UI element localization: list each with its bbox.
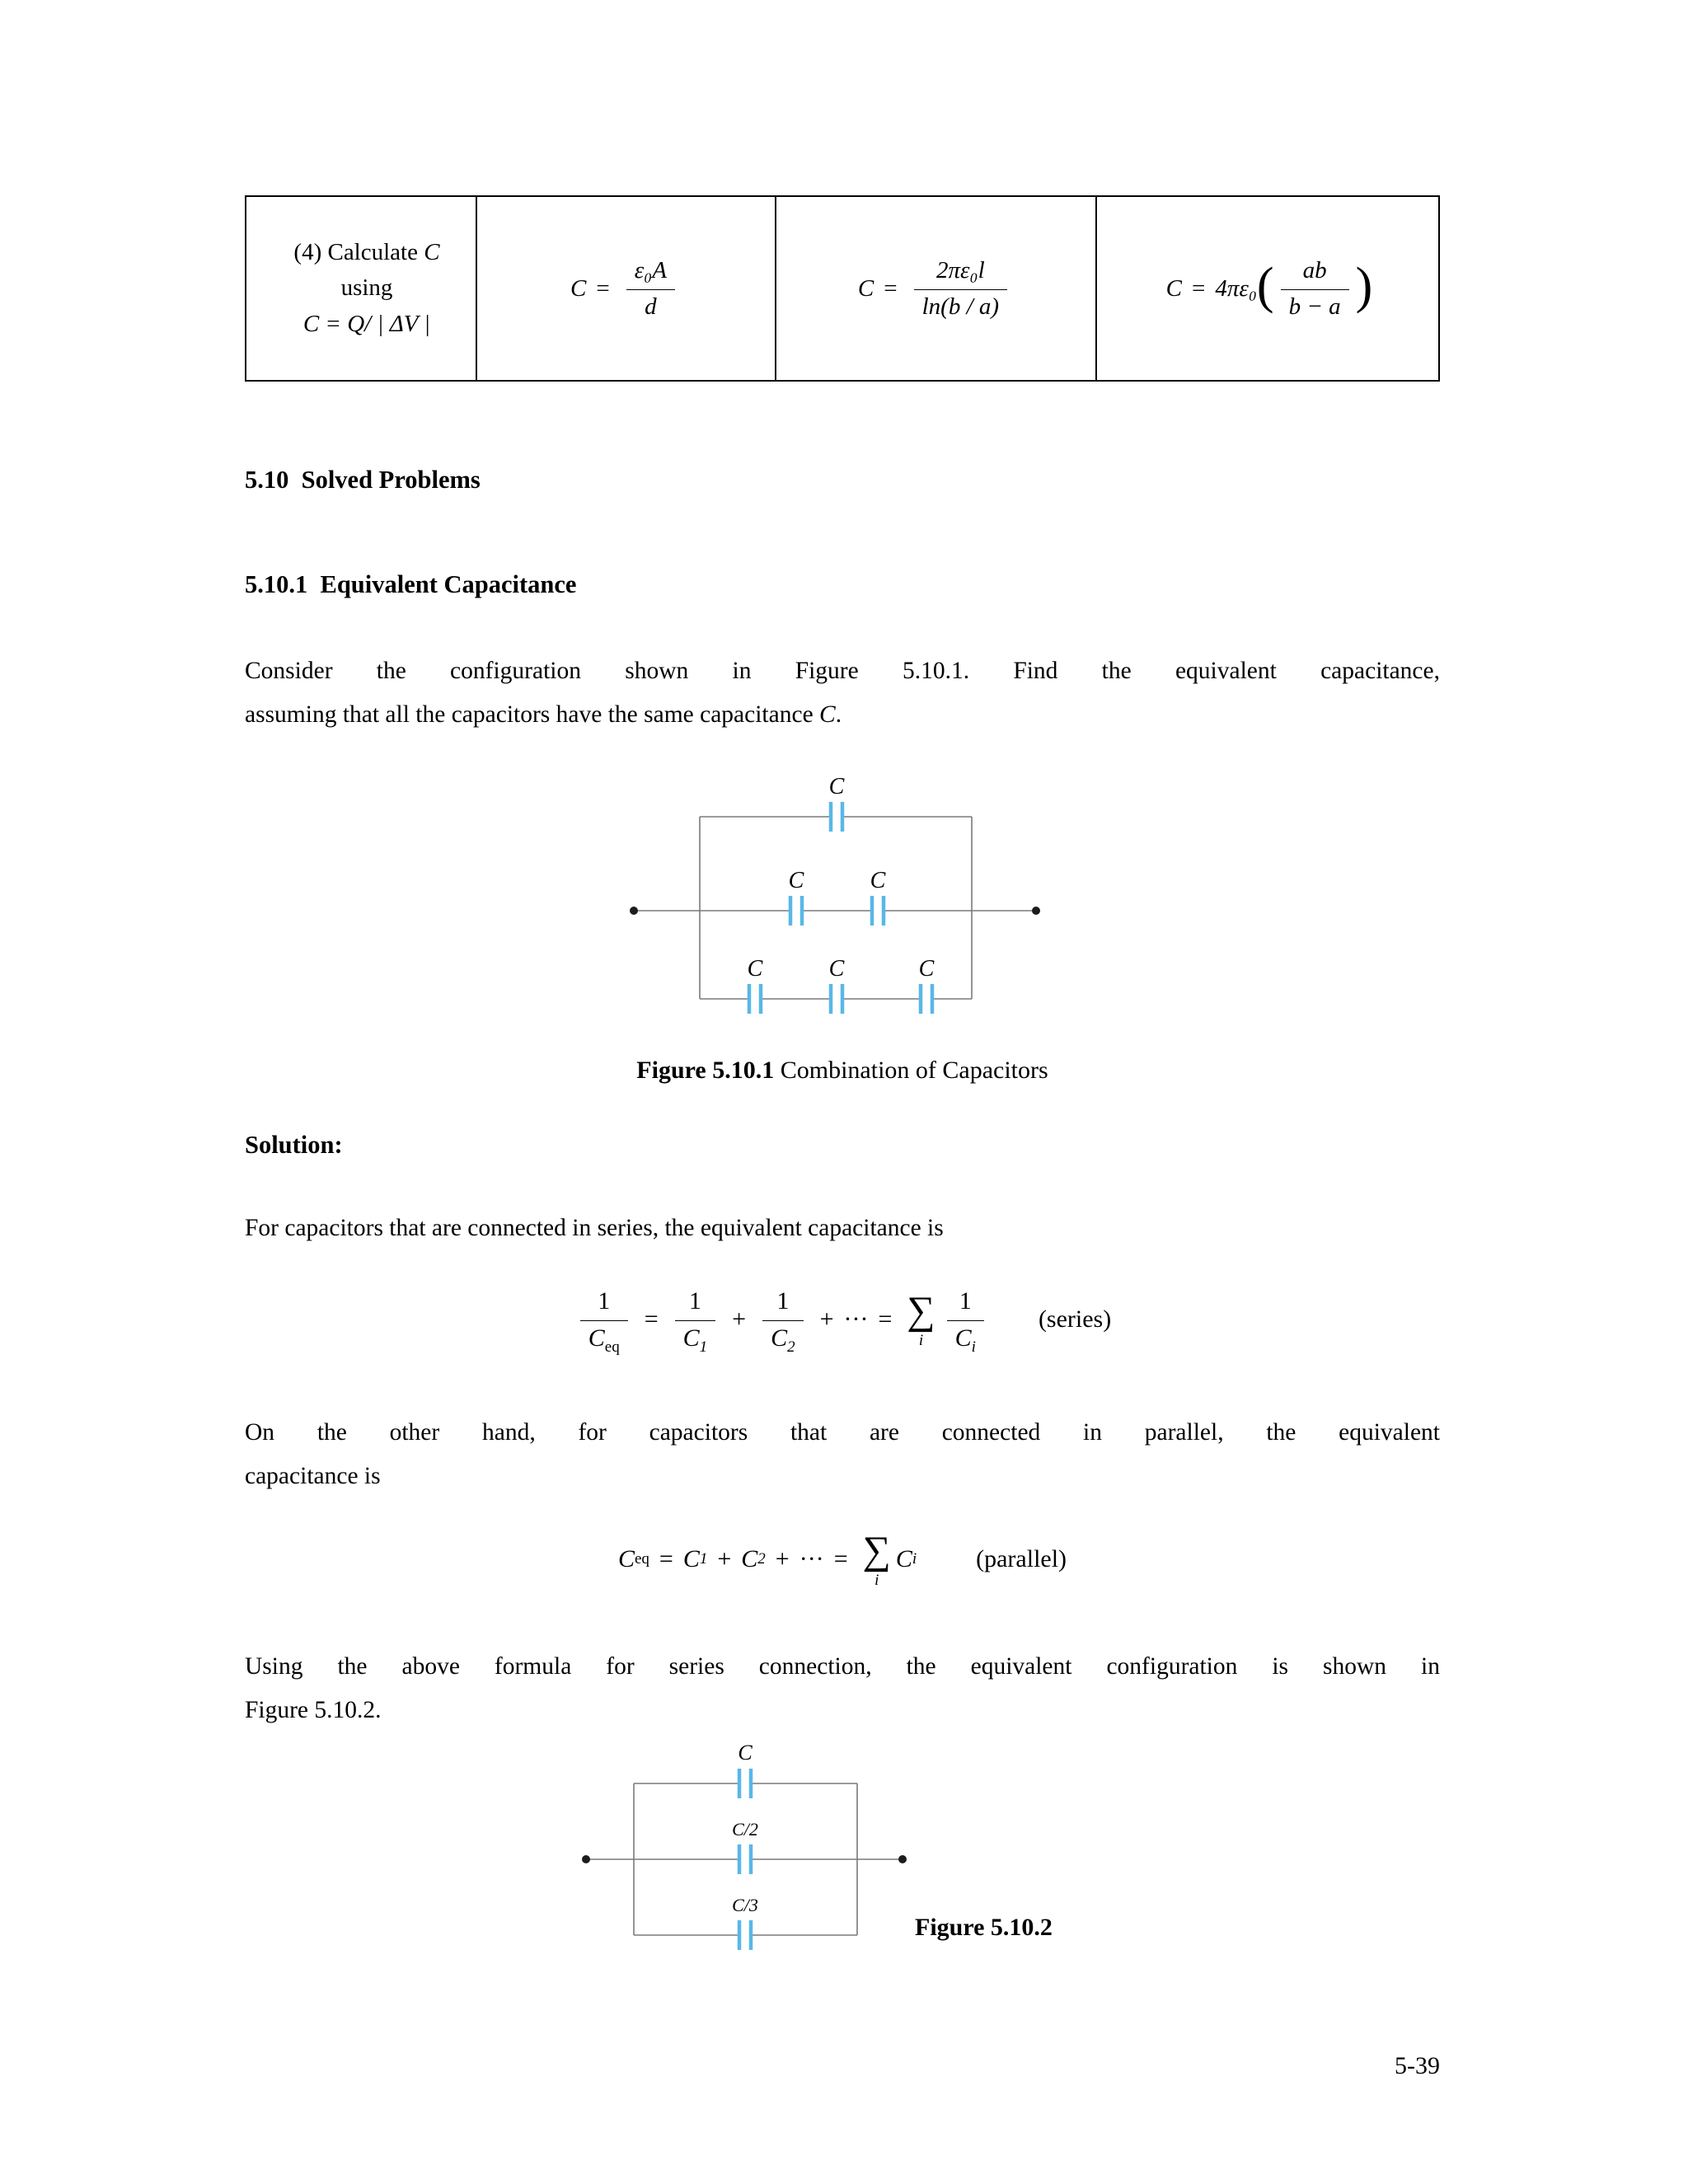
figure-caption-text: Combination of Capacitors <box>774 1057 1048 1084</box>
fraction-denominator: ln(b / a) <box>921 293 1000 320</box>
formula-lhs: C <box>1165 274 1183 302</box>
formula-lhs: C <box>570 274 587 302</box>
plus-sign: + <box>732 1305 747 1333</box>
table-cell-spherical-formula: C = 4πε₀ ( $\frac{ab}{b - a}$ ) <box>1097 197 1442 380</box>
fraction <box>1281 255 1349 321</box>
fraction-denominator <box>762 1321 804 1354</box>
ellipsis: ··· <box>799 1545 824 1572</box>
cell1-text: (4) Calculate <box>293 238 424 265</box>
parallel-equation: C eq = C 1 + C 2 + ··· = ∑ i C i (parallel) <box>617 1528 1067 1589</box>
figure-5-10-2-caption: Figure 5.10.2 <box>915 1914 1053 1941</box>
summation <box>862 1528 891 1589</box>
fraction <box>762 1286 804 1356</box>
equation-tag-parallel: (parallel) <box>976 1545 1067 1572</box>
capacitor-label-bot-2: C <box>828 956 845 982</box>
plus-sign: + <box>819 1305 834 1333</box>
figure-caption-bold: Figure 5.10.1 <box>636 1057 775 1084</box>
fraction-numerator: 2πε₀l <box>914 255 1007 289</box>
subscript-i: i <box>971 1338 976 1356</box>
table-cell-cylindrical-formula <box>776 197 1097 380</box>
formula-coefficient: 4πε₀ <box>1215 274 1257 302</box>
var-c: C <box>741 1545 758 1572</box>
table-cell1-formula: C = Q/ | ΔV | <box>302 310 431 337</box>
closing-line-1: Using the above formula for series connection, the equivalent configuration is shown in <box>245 1653 1440 1680</box>
summation-index: i <box>874 1571 879 1589</box>
fraction-denominator: d <box>645 293 657 320</box>
intro-paragraph <box>245 649 1440 736</box>
intro-var-c: C <box>819 701 836 728</box>
equals-sign: = <box>884 274 898 302</box>
series-intro-paragraph: For capacitors that are connected in series, the equivalent capacitance is <box>245 1215 944 1241</box>
capacitor-plates <box>739 1769 751 1950</box>
fraction <box>914 255 1007 321</box>
capacitor-labels <box>732 1741 758 1915</box>
var-c: C <box>682 1324 700 1352</box>
sigma-symbol: ∑ <box>907 1288 935 1333</box>
subscript-2: 2 <box>787 1338 795 1356</box>
capacitor-label-top: C <box>828 774 845 799</box>
plus-sign: + <box>775 1545 790 1572</box>
table-cell-calculate-c <box>246 197 477 380</box>
equals-sign: = <box>596 274 610 302</box>
fraction-denominator: b − a <box>1288 293 1341 320</box>
table-cell1-line1 <box>293 235 439 271</box>
capacitor-label-bot: C/3 <box>732 1895 758 1915</box>
formula-lhs: C <box>857 274 874 302</box>
var-c: C <box>771 1324 788 1352</box>
sigma-symbol: ∑ <box>862 1528 891 1572</box>
parallel-intro-paragraph <box>245 1411 1440 1497</box>
var-c: C <box>895 1545 912 1572</box>
intro-line-1: Consider the configuration shown in Figure 5.10.1. Find the equivalent capacitance, <box>245 658 1440 684</box>
var-c: C <box>954 1324 972 1352</box>
plus-sign: + <box>717 1545 732 1572</box>
intro-line-2 <box>245 693 1440 737</box>
fraction <box>626 255 675 321</box>
intro-period: . <box>835 701 842 728</box>
page-number: 5-39 <box>1395 2052 1440 2079</box>
summation <box>907 1288 935 1349</box>
section-heading-solved-problems: 5.10 Solved Problems <box>245 466 481 494</box>
closing-paragraph <box>245 1645 1440 1732</box>
cell1-var-c: C <box>424 238 440 265</box>
capacitance-formula-table <box>245 195 1440 382</box>
summation-index: i <box>918 1331 924 1349</box>
capacitor-label-mid-2: C <box>870 868 886 893</box>
parallel-line-1: On the other hand, for capacitors that are connected in parallel, the equivalent <box>245 1419 1440 1446</box>
equals-sign: = <box>833 1545 848 1572</box>
fraction-numerator: ab <box>1281 255 1349 289</box>
subsection-heading-equivalent-capacitance: 5.10.1 Equivalent Capacitance <box>245 570 577 598</box>
fraction-numerator: 1 <box>947 1286 984 1321</box>
capacitor-label-bot-1: C <box>747 956 763 982</box>
series-equation <box>245 1273 1440 1366</box>
fraction-denominator <box>947 1321 984 1354</box>
fraction <box>947 1286 984 1356</box>
table-cell-parallel-plate-formula <box>477 197 776 380</box>
capacitor-label-mid-1: C <box>788 868 804 893</box>
var-c: C <box>682 1545 700 1572</box>
fraction <box>675 1286 716 1356</box>
equals-sign: = <box>644 1305 659 1333</box>
fraction-numerator: 1 <box>762 1286 804 1321</box>
fraction-denominator <box>580 1321 628 1354</box>
fraction-numerator: 1 <box>675 1286 716 1321</box>
figure-5-10-1-caption <box>245 1057 1440 1085</box>
intro-line-2-text: assuming that all the capacitors have the same capacitance <box>245 701 820 728</box>
equals-sign: = <box>1192 274 1206 302</box>
table-cell1-line2: using <box>340 274 393 302</box>
capacitor-label-bot-3: C <box>918 956 935 982</box>
subscript-1: 1 <box>699 1338 708 1356</box>
fraction-numerator: ε₀A <box>626 255 675 289</box>
figure-5-10-1-circuit-diagram <box>610 771 1071 1043</box>
ellipsis: ··· <box>843 1305 869 1333</box>
parallel-line-2: capacitance is <box>245 1462 381 1489</box>
fraction-numerator: 1 <box>580 1286 628 1321</box>
fraction <box>580 1286 628 1356</box>
fraction-denominator <box>675 1321 716 1354</box>
var-c: C <box>588 1324 605 1352</box>
capacitor-plates <box>749 802 932 1014</box>
equals-sign: = <box>659 1545 673 1572</box>
capacitor-label-top: C <box>738 1741 753 1765</box>
closing-line-2: Figure 5.10.2. <box>245 1696 382 1723</box>
equals-sign: = <box>878 1305 893 1333</box>
var-c: C <box>617 1545 635 1572</box>
capacitor-label-mid: C/2 <box>732 1819 758 1840</box>
subscript-eq: eq <box>604 1338 620 1356</box>
solution-heading: Solution: <box>245 1131 343 1159</box>
equation-tag-series: (series) <box>1038 1305 1112 1333</box>
figure-5-10-2-circuit-diagram <box>560 1735 923 1957</box>
